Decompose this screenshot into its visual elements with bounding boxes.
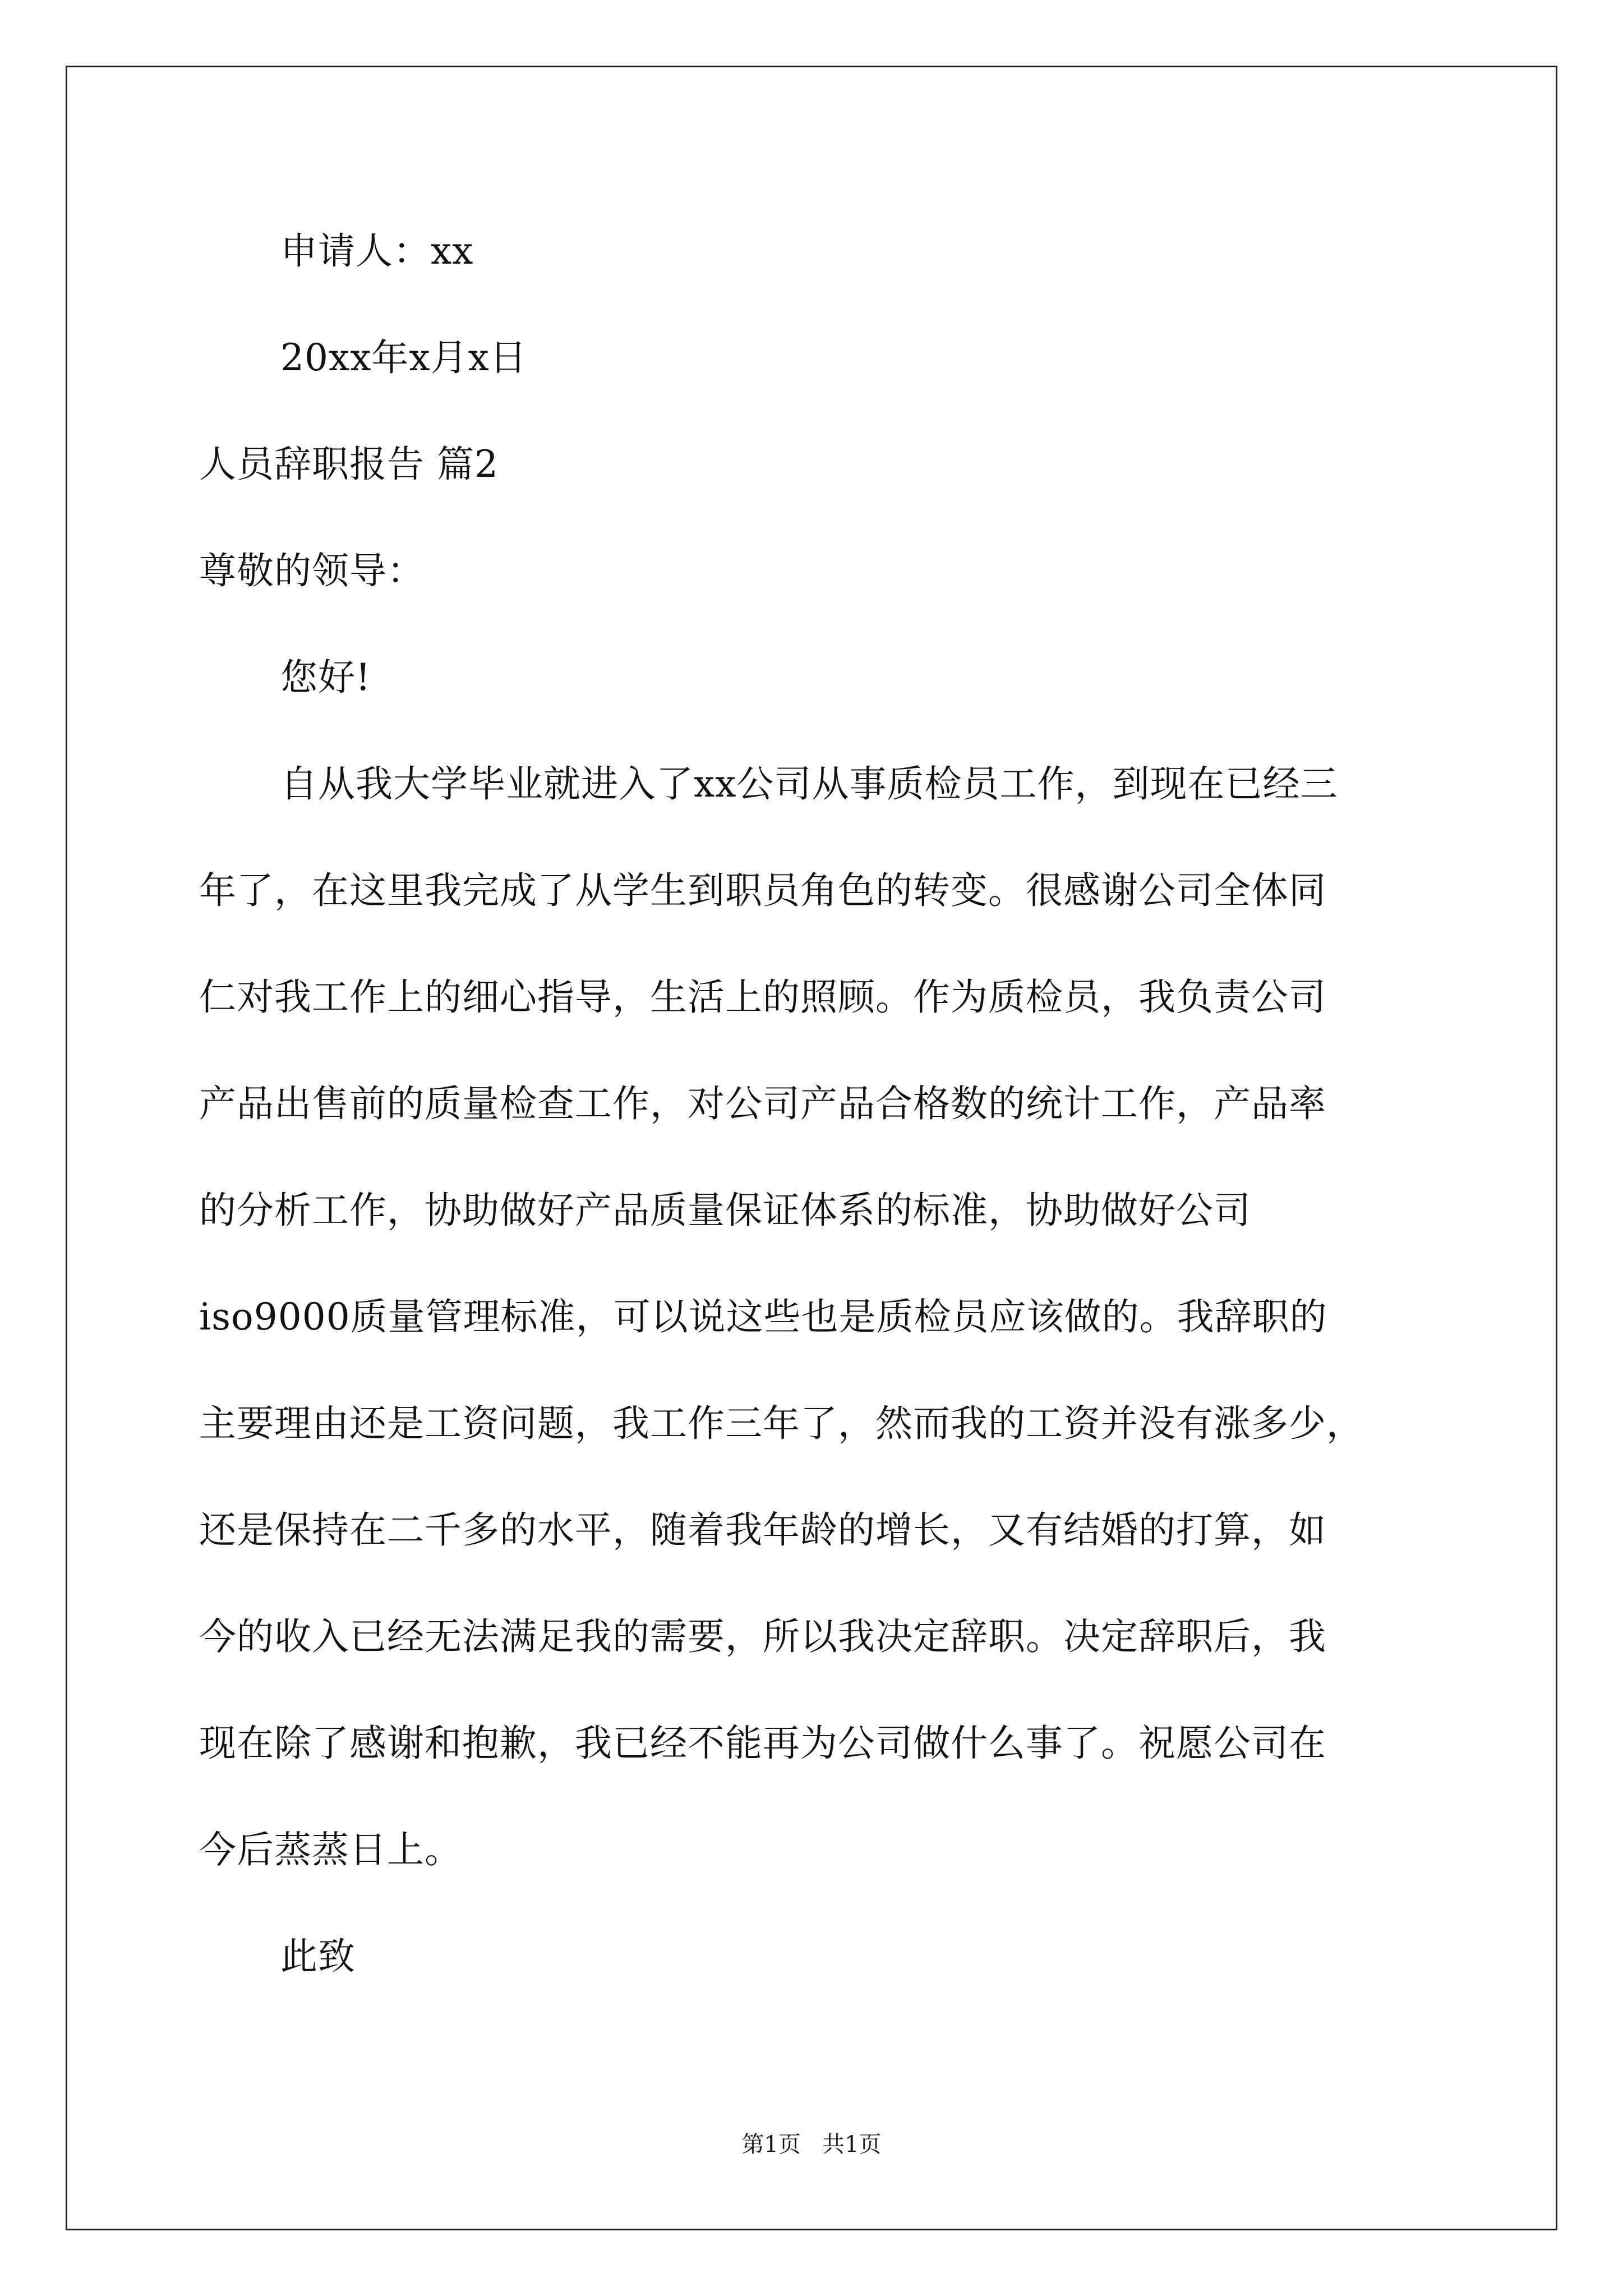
body-line: 产品出售前的质量检查工作，对公司产品合格数的统计工作，产品率	[199, 1082, 1326, 1125]
body-line: 还是保持在二千多的水平，随着我年龄的增长，又有结婚的打算，如	[199, 1508, 1326, 1552]
body-line: 主要理由还是工资问题，我工作三年了，然而我的工资并没有涨多少，	[199, 1402, 1364, 1445]
body-line: 今的收入已经无法满足我的需要，所以我决定辞职。决定辞职后，我	[199, 1615, 1326, 1658]
greeting: 您好!	[280, 656, 371, 699]
body-line: iso9000质量管理标准，可以说这些也是质检员应该做的。我辞职的	[199, 1295, 1327, 1338]
section-title: 人员辞职报告 篇2	[199, 443, 499, 486]
applicant-line: 申请人：xx	[280, 229, 474, 273]
closing-line: 此致	[280, 1935, 356, 1978]
body-line: 自从我大学毕业就进入了xx公司从事质检员工作，到现在已经三	[280, 762, 1338, 806]
body-line: 今后蒸蒸日上。	[199, 1828, 462, 1871]
page-border	[66, 66, 1557, 2230]
salutation: 尊敬的领导：	[199, 549, 425, 592]
body-line: 仁对我工作上的细心指导，生活上的照顾。作为质检员，我负责公司	[199, 976, 1326, 1019]
body-line: 年了，在这里我完成了从学生到职员角色的转变。很感谢公司全体同	[199, 869, 1326, 912]
body-line: 现在除了感谢和抱歉，我已经不能再为公司做什么事了。祝愿公司在	[199, 1722, 1326, 1765]
body-line: 的分析工作，协助做好产品质量保证体系的标准，协助做好公司	[199, 1189, 1251, 1232]
page-footer: 第1页 共1页	[741, 2132, 882, 2157]
date-line: 20xx年x月x日	[280, 336, 527, 379]
